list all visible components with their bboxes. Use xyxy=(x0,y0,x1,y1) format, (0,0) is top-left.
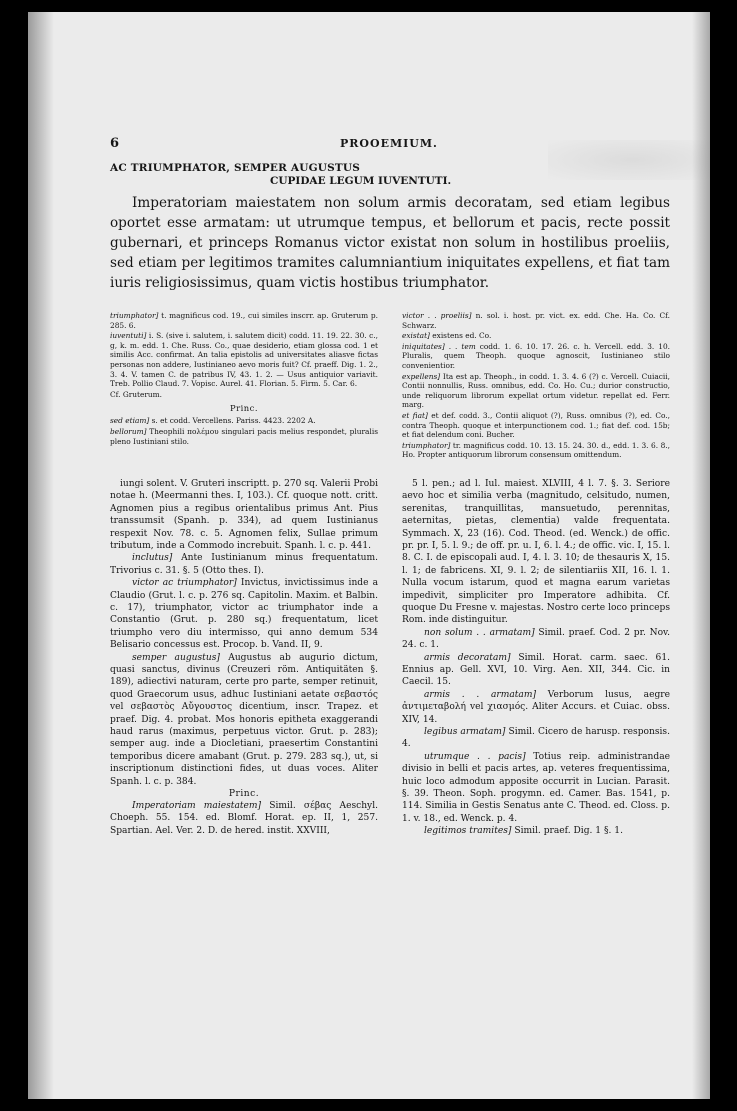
address-line-1: AC TRIUMPHATOR, SEMPER AUGUSTUS xyxy=(110,162,361,174)
apparatus-note: expellens] Ita est ap. Theoph., in codd. 1. 3. 4. 6 (?) c. Vercell. Cuiacii, Contii nonnullis, Russ. omnibus, edd. Co. Ho. Cu.; durior constructio, unde reliquorum librorum expellat ortum videtur. repellat ed. Ferr. marg. xyxy=(402,371,670,410)
commentary-paragraph: victor ac triumphator] Invictus, invictissimus inde a Claudio (Grut. l. c. p. 276 sq. Capitolin. Maxim. et Balbin. c. 17), triumphator, victor ac triumphator inde a Constantio (Grut. p. 280 sq.) frequentatum, licet triumpho vero diu intermisso, qui anno demum 534 Belisario concessus est. Procop. b. Vand. II, 9. xyxy=(110,578,378,651)
page-header xyxy=(110,136,670,156)
section-label: Princ. xyxy=(229,403,259,414)
apparatus-right-column xyxy=(402,311,670,460)
commentary-right-column xyxy=(402,478,670,838)
apparatus-note: Cf. Gruterum. xyxy=(110,389,163,399)
commentary xyxy=(110,478,670,838)
apparatus-note: victor . . proeliis] n. sol. i. host. pr. vict. ex. edd. Che. Ha. Co. Cf. Schwarz. xyxy=(402,311,670,330)
address-line-2: CUPIDAE LEGUM IUVENTUTI. xyxy=(270,175,452,187)
commentary-paragraph: semper augustus] Augustus ab augurio dictum, quasi sanctus, divinus (Creuzeri röm. Antiquitäten §. 189), adiectivi naturam, certe pro parte, semper retinuit, quod Graecorum usus, adhuc Iustiniani aetate σεβαστός vel σεβαστὸς Αὔγουστος dicentium, inscr. Trapez. et praef. Dig. 4. probat. Mos honoris epitheta exaggerandi haud rarus (maximus, perpetuus victor. Grut. p. 283); semper aug. inde a Diocletiani, praesertim Constantini temporibus dicere amabant (Grut. p. 279. 283 sq.), ut, si inscriptionum distinctioni fides, ut duas voces. Aliter Spanh. l. c. p. 384. xyxy=(110,652,378,787)
apparatus-note: iniquitates] . . tem codd. 1. 6. 10. 17. 26. c. h. Vercell. edd. 3. 10. Pluralis, quem Theoph. quoque agnoscit, Iustinianeo stilo convenientior. xyxy=(402,341,670,370)
page-number: 6 xyxy=(110,136,120,151)
commentary-paragraph: armis decoratam] Simil. Horat. carm. saec. 61. Ennius ap. Gell. XVI, 10. Virg. Aen. XII, 344. Cic. in Caecil. 15. xyxy=(402,652,670,688)
commentary-paragraph: iungi solent. V. Gruteri inscriptt. p. 270 sq. Valerii Probi notae h. (Meermanni thes. I, 103.). Cf. quoque nott. critt. Agnomen pius a regibus orientalibus primus Ant. Pius transsumsit (Spanh. p. 334), ad quem Iustinianus respexit Nov. 78. c. 5. Agnomen felix, Sullae primum tributum, inde a Commodo increbuit. Spanh. l. c. p. 441. xyxy=(110,478,378,551)
running-head: PROOEMIUM. xyxy=(340,137,438,150)
commentary-paragraph: inclutus] Ante Iustinianum minus frequentatum. Trivorius c. 31. §. 5 (Otto thes. I). xyxy=(110,553,378,576)
commentary-paragraph: Imperatoriam maiestatem] Simil. σέβας Aeschyl. Choeph. 55. 154. ed. Blomf. Horat. ep. II, 1, 257. Spartian. Ael. Ver. 2. D. de hered. instit. XXVIII, xyxy=(110,801,378,836)
apparatus-note: et fiat] et def. codd. 3., Contii aliquot (?), Russ. omnibus (?), ed. Co., contra Theoph. quoque et interpunctionem cod. 1.; fiat def. cod. 15b; et fiat delendum coni. Bucher. xyxy=(402,410,670,440)
commentary-paragraph: 5 l. pen.; ad l. Iul. maiest. XLVIII, 4 l. 7. §. 3. Seriore aevo hoc et similia verba (magnitudo, celsitudo, numen, serenitas, tranquillitas, mansuetudo, perennitas, aeternitas, pietas, clementia) valde frequentata. Symmach. X, 23 (16). Cod. Theod. (ed. Wenck.) de offic. pr. pr. I, 5. l. 9.; de off. pr. u. I, 6. l. 4.; de offic. vic. I, 15. l. 8. C. I. de episcopali aud. I, 4. l. 3. 10; de thesauris X, 15. l. 1; de fabricens. XI, 9. l. 2; de silentiariis XII, 16. l. 1. Nulla vocum istarum, quod et magna earum varietas impedivit, simpliciter pro Imperatore adhibita. Cf. quoque Du Fresne v. majestas. Nostro certe loco princeps Rom. inde distinguitur. xyxy=(402,478,670,626)
apparatus-left-column xyxy=(110,311,378,460)
apparatus-notes xyxy=(110,311,670,460)
commentary-paragraph: utrumque . . pacis] Totius reip. administrandae divisio in belli et pacis artes, ap. veteres frequentissima, huic loco admodum apposite occurrit in Lucian. Parasit. §. 39. Theon. Soph. progymn. ed. Camer. Bas. 1541, p. 114. Similia in Gestis Senatus ante C. Theod. ed. Closs. p. 1. v. 18., ed. Wenck. p. 4. xyxy=(402,751,670,824)
text-body xyxy=(110,136,670,838)
document-page xyxy=(28,12,710,1099)
apparatus-note: triumphator] tr. magnificus codd. 10. 13. 15. 24. 30. d., edd. 1. 3. 6. 8., Ho. Propter antiquorum librorum consensum omittendum. xyxy=(402,440,671,460)
commentary-paragraph: legitimos tramites] Simil. praef. Dig. 1 §. 1. xyxy=(424,826,623,837)
main-text: Imperatoriam maiestatem non solum armis decoratam, sed etiam legibus oportet esse armatam: ut utrumque tempus, et bellorum et pacis, recte possit gubernari, et princeps Romanus victor existat non solum in hostilibus proeliis, sed etiam per legitimos tramites calumniantium iniquitates expellens, et fiat tam iuris religiosissimus, quam victis hostibus triumphator. xyxy=(110,195,670,291)
apparatus-note: bellorum] Theophili πολέμου singulari pacis melius respondet, pluralis pleno Iustiniani stilo. xyxy=(110,426,378,446)
section-label: Princ. xyxy=(228,789,260,800)
page-shadow-left xyxy=(28,12,54,1099)
commentary-paragraph: armis . . armatam] Verborum lusus, aegre ἀντιμεταβολή vel χιασμός. Aliter Accurs. et Cuiac. obss. XIV, 14. xyxy=(402,689,670,725)
commentary-paragraph: non solum . . armatam] Simil. praef. Cod. 2 pr. Nov. 24. c. 1. xyxy=(402,627,670,651)
commentary-left-column xyxy=(110,478,378,838)
apparatus-note: existat] existens ed. Co. xyxy=(402,331,492,341)
apparatus-note: triumphator] t. magnificus cod. 19., cui similes inscrr. ap. Gruterum p. 285. 6. xyxy=(110,311,378,330)
apparatus-note: sed etiam] s. et codd. Vercellens. Pariss. 4423. 2202 A. xyxy=(110,416,316,426)
apparatus-note: iuventuti] i. S. (sive i. salutem, i. salutem dicit) codd. 11. 19. 22. 30. c., g, k. m. edd. 1. Che. Russ. Co., quae desiderio, etiam glossa cod. 1 et similis Acc. confirmat. An talia epistolis ad universitates aliasve fictas personas non addere, Iustinianeo aevo moris fuit? Cf. praeff. Dig. 1. 2., 3. 4. V. tamen C. de patribus IV, 43. 1. 2. — Usus antiquior variavit. Treb. Pollio Claud. 7. Vopisc. Aurel. 41. Florian. 5. Firm. 5. Car. 6. xyxy=(110,331,378,389)
commentary-paragraph: legibus armatam] Simil. Cicero de harusp. responsis. 4. xyxy=(402,727,670,750)
